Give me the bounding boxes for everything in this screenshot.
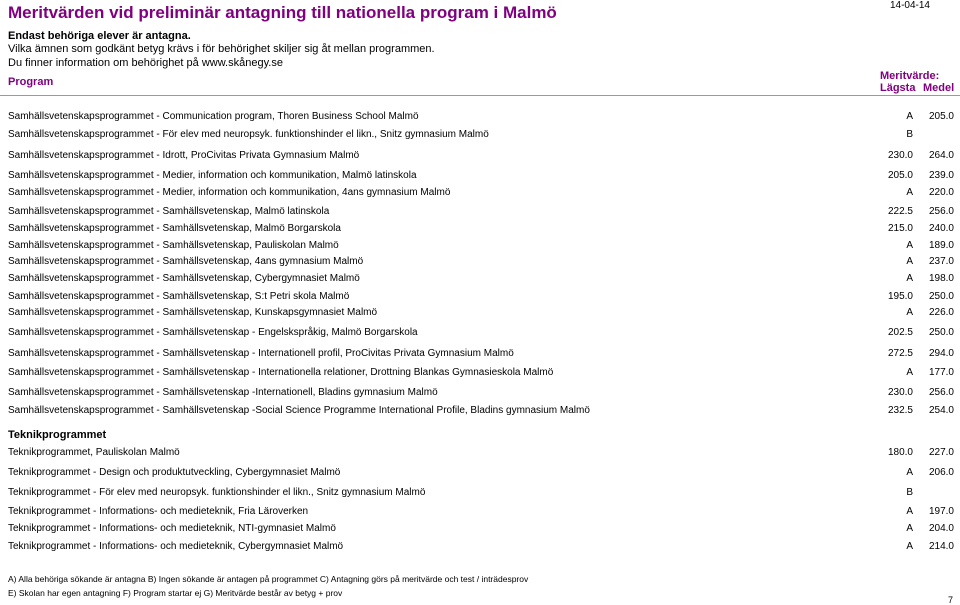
notice-requirements: Vilka ämnen som godkänt betyg krävs i för behörighet skiljer sig åt mellan programmen. bbox=[8, 43, 435, 55]
average-value: 254.0 bbox=[928, 405, 954, 416]
lowest-value: 202.5 bbox=[887, 327, 913, 338]
program-name: Teknikprogrammet - Design och produktutveckling, Cybergymnasiet Malmö bbox=[8, 467, 341, 478]
table-row bbox=[0, 326, 960, 340]
table-row bbox=[0, 239, 960, 253]
average-value: 204.0 bbox=[928, 523, 954, 534]
notice-admitted: Endast behöriga elever är antagna. bbox=[8, 30, 191, 42]
lowest-value: 230.0 bbox=[887, 150, 913, 161]
table-row bbox=[0, 128, 960, 142]
table-row bbox=[0, 255, 960, 269]
lowest-value: 230.0 bbox=[887, 387, 913, 398]
program-name: Samhällsvetenskapsprogrammet - Samhällsvetenskap - Internationella relationer, Drottning Blankas Gymnasieskola Malmö bbox=[8, 367, 554, 378]
column-header-average: Medel bbox=[923, 82, 955, 94]
lowest-value: A bbox=[906, 367, 913, 378]
table-row bbox=[0, 486, 960, 500]
table-row bbox=[0, 149, 960, 163]
program-name: Teknikprogrammet - Informations- och medieteknik, Cybergymnasiet Malmö bbox=[8, 541, 344, 552]
program-name: Samhällsvetenskapsprogrammet - För elev med neuropsyk. funktionshinder el likn., Snitz gymnasium Malmö bbox=[8, 129, 489, 140]
average-value: 256.0 bbox=[928, 387, 954, 398]
program-name: Samhällsvetenskapsprogrammet - Samhällsvetenskap, S:t Petri skola Malmö bbox=[8, 291, 350, 302]
table-row bbox=[0, 306, 960, 320]
program-name: Samhällsvetenskapsprogrammet - Samhällsvetenskap - Internationell profil, ProCivitas Privata Gymnasium Malmö bbox=[8, 348, 514, 359]
table-row bbox=[0, 466, 960, 480]
average-value: 250.0 bbox=[928, 327, 954, 338]
table-row bbox=[0, 169, 960, 183]
table-row bbox=[0, 205, 960, 219]
program-name: Samhällsvetenskapsprogrammet - Samhällsvetenskap, Malmö latinskola bbox=[8, 206, 330, 217]
average-value: 237.0 bbox=[928, 256, 954, 267]
lowest-value: 215.0 bbox=[887, 223, 913, 234]
table-row bbox=[0, 222, 960, 236]
program-name: Samhällsvetenskapsprogrammet - Samhällsvetenskap - Engelskspråkig, Malmö Borgarskola bbox=[8, 327, 418, 338]
average-value: 205.0 bbox=[928, 111, 954, 122]
column-header-program: Program bbox=[8, 76, 54, 88]
average-value: 264.0 bbox=[928, 150, 954, 161]
average-value: 214.0 bbox=[928, 541, 954, 552]
lowest-value: A bbox=[906, 506, 913, 517]
lowest-value: A bbox=[906, 273, 913, 284]
header-divider bbox=[0, 95, 960, 96]
program-name: Samhällsvetenskapsprogrammet - Idrott, ProCivitas Privata Gymnasium Malmö bbox=[8, 150, 360, 161]
program-name: Teknikprogrammet - Informations- och medieteknik, Fria Läroverken bbox=[8, 506, 309, 517]
program-name: Samhällsvetenskapsprogrammet - Samhällsvetenskap -Internationell, Bladins gymnasium Malmö bbox=[8, 387, 438, 398]
footnote-legend-2: E) Skolan har egen antagning F) Program startar ej G) Meritvärde består av betyg + prov bbox=[8, 588, 343, 598]
table-row bbox=[0, 540, 960, 554]
program-name: Samhällsvetenskapsprogrammet - Samhällsvetenskap -Social Science Programme International Profile, Bladins gymnasium Malmö bbox=[8, 405, 590, 416]
table-row bbox=[0, 272, 960, 286]
lowest-value: B bbox=[906, 487, 913, 498]
table-row bbox=[0, 386, 960, 400]
lowest-value: A bbox=[906, 467, 913, 478]
average-value: 198.0 bbox=[928, 273, 954, 284]
table-row bbox=[0, 446, 960, 460]
page-title: Meritvärden vid preliminär antagning till nationella program i Malmö bbox=[8, 3, 557, 22]
program-name: Teknikprogrammet, Pauliskolan Malmö bbox=[8, 447, 180, 458]
table-row bbox=[0, 186, 960, 200]
page-number: 7 bbox=[947, 595, 953, 605]
lowest-value: A bbox=[906, 523, 913, 534]
lowest-value: A bbox=[906, 111, 913, 122]
program-name: Samhällsvetenskapsprogrammet - Medier, information och kommunikation, 4ans gymnasium Malmö bbox=[8, 187, 451, 198]
lowest-value: 180.0 bbox=[887, 447, 913, 458]
table-row bbox=[0, 522, 960, 536]
table-row bbox=[0, 110, 960, 124]
footnote-legend-1: A) Alla behöriga sökande är antagna B) Ingen sökande är antagen på programmet C) Antagning görs på meritvärde och test / inträdesprov bbox=[8, 574, 529, 584]
lowest-value: A bbox=[906, 240, 913, 251]
notice-website: Du finner information om behörighet på www.skånegy.se bbox=[8, 57, 283, 69]
table-row bbox=[0, 404, 960, 418]
program-name: Samhällsvetenskapsprogrammet - Communication program, Thoren Business School Malmö bbox=[8, 111, 419, 122]
average-value: 206.0 bbox=[928, 467, 954, 478]
average-value: 226.0 bbox=[928, 307, 954, 318]
program-name: Samhällsvetenskapsprogrammet - Samhällsvetenskap, Pauliskolan Malmö bbox=[8, 240, 339, 251]
program-name: Samhällsvetenskapsprogrammet - Samhällsvetenskap, Malmö Borgarskola bbox=[8, 223, 341, 234]
section-heading: Teknikprogrammet bbox=[8, 429, 107, 441]
lowest-value: A bbox=[906, 187, 913, 198]
program-name: Teknikprogrammet - För elev med neuropsyk. funktionshinder el likn., Snitz gymnasium Malmö bbox=[8, 487, 426, 498]
average-value: 240.0 bbox=[928, 223, 954, 234]
average-value: 220.0 bbox=[928, 187, 954, 198]
column-header-lowest: Lägsta bbox=[880, 82, 916, 94]
average-value: 256.0 bbox=[928, 206, 954, 217]
section-heading-row bbox=[0, 428, 960, 442]
program-name: Samhällsvetenskapsprogrammet - Medier, information och kommunikation, Malmö latinskola bbox=[8, 170, 417, 181]
table-row bbox=[0, 347, 960, 361]
table-row bbox=[0, 505, 960, 519]
lowest-value: 195.0 bbox=[887, 291, 913, 302]
program-name: Samhällsvetenskapsprogrammet - Samhällsvetenskap, Cybergymnasiet Malmö bbox=[8, 273, 360, 284]
lowest-value: 205.0 bbox=[887, 170, 913, 181]
column-header-merit: Meritvärde: bbox=[880, 70, 940, 82]
report-date: 14-04-14 bbox=[889, 0, 930, 11]
average-value: 227.0 bbox=[928, 447, 954, 458]
table-row bbox=[0, 366, 960, 380]
table-row bbox=[0, 290, 960, 304]
average-value: 177.0 bbox=[928, 367, 954, 378]
lowest-value: 272.5 bbox=[887, 348, 913, 359]
program-name: Samhällsvetenskapsprogrammet - Samhällsvetenskap, 4ans gymnasium Malmö bbox=[8, 256, 364, 267]
program-name: Teknikprogrammet - Informations- och medieteknik, NTI-gymnasiet Malmö bbox=[8, 523, 336, 534]
lowest-value: B bbox=[906, 129, 913, 140]
lowest-value: 232.5 bbox=[887, 405, 913, 416]
average-value: 294.0 bbox=[928, 348, 954, 359]
average-value: 189.0 bbox=[928, 240, 954, 251]
average-value: 239.0 bbox=[928, 170, 954, 181]
lowest-value: A bbox=[906, 307, 913, 318]
lowest-value: 222.5 bbox=[887, 206, 913, 217]
lowest-value: A bbox=[906, 541, 913, 552]
average-value: 197.0 bbox=[928, 506, 954, 517]
program-name: Samhällsvetenskapsprogrammet - Samhällsvetenskap, Kunskapsgymnasiet Malmö bbox=[8, 307, 378, 318]
lowest-value: A bbox=[906, 256, 913, 267]
average-value: 250.0 bbox=[928, 291, 954, 302]
